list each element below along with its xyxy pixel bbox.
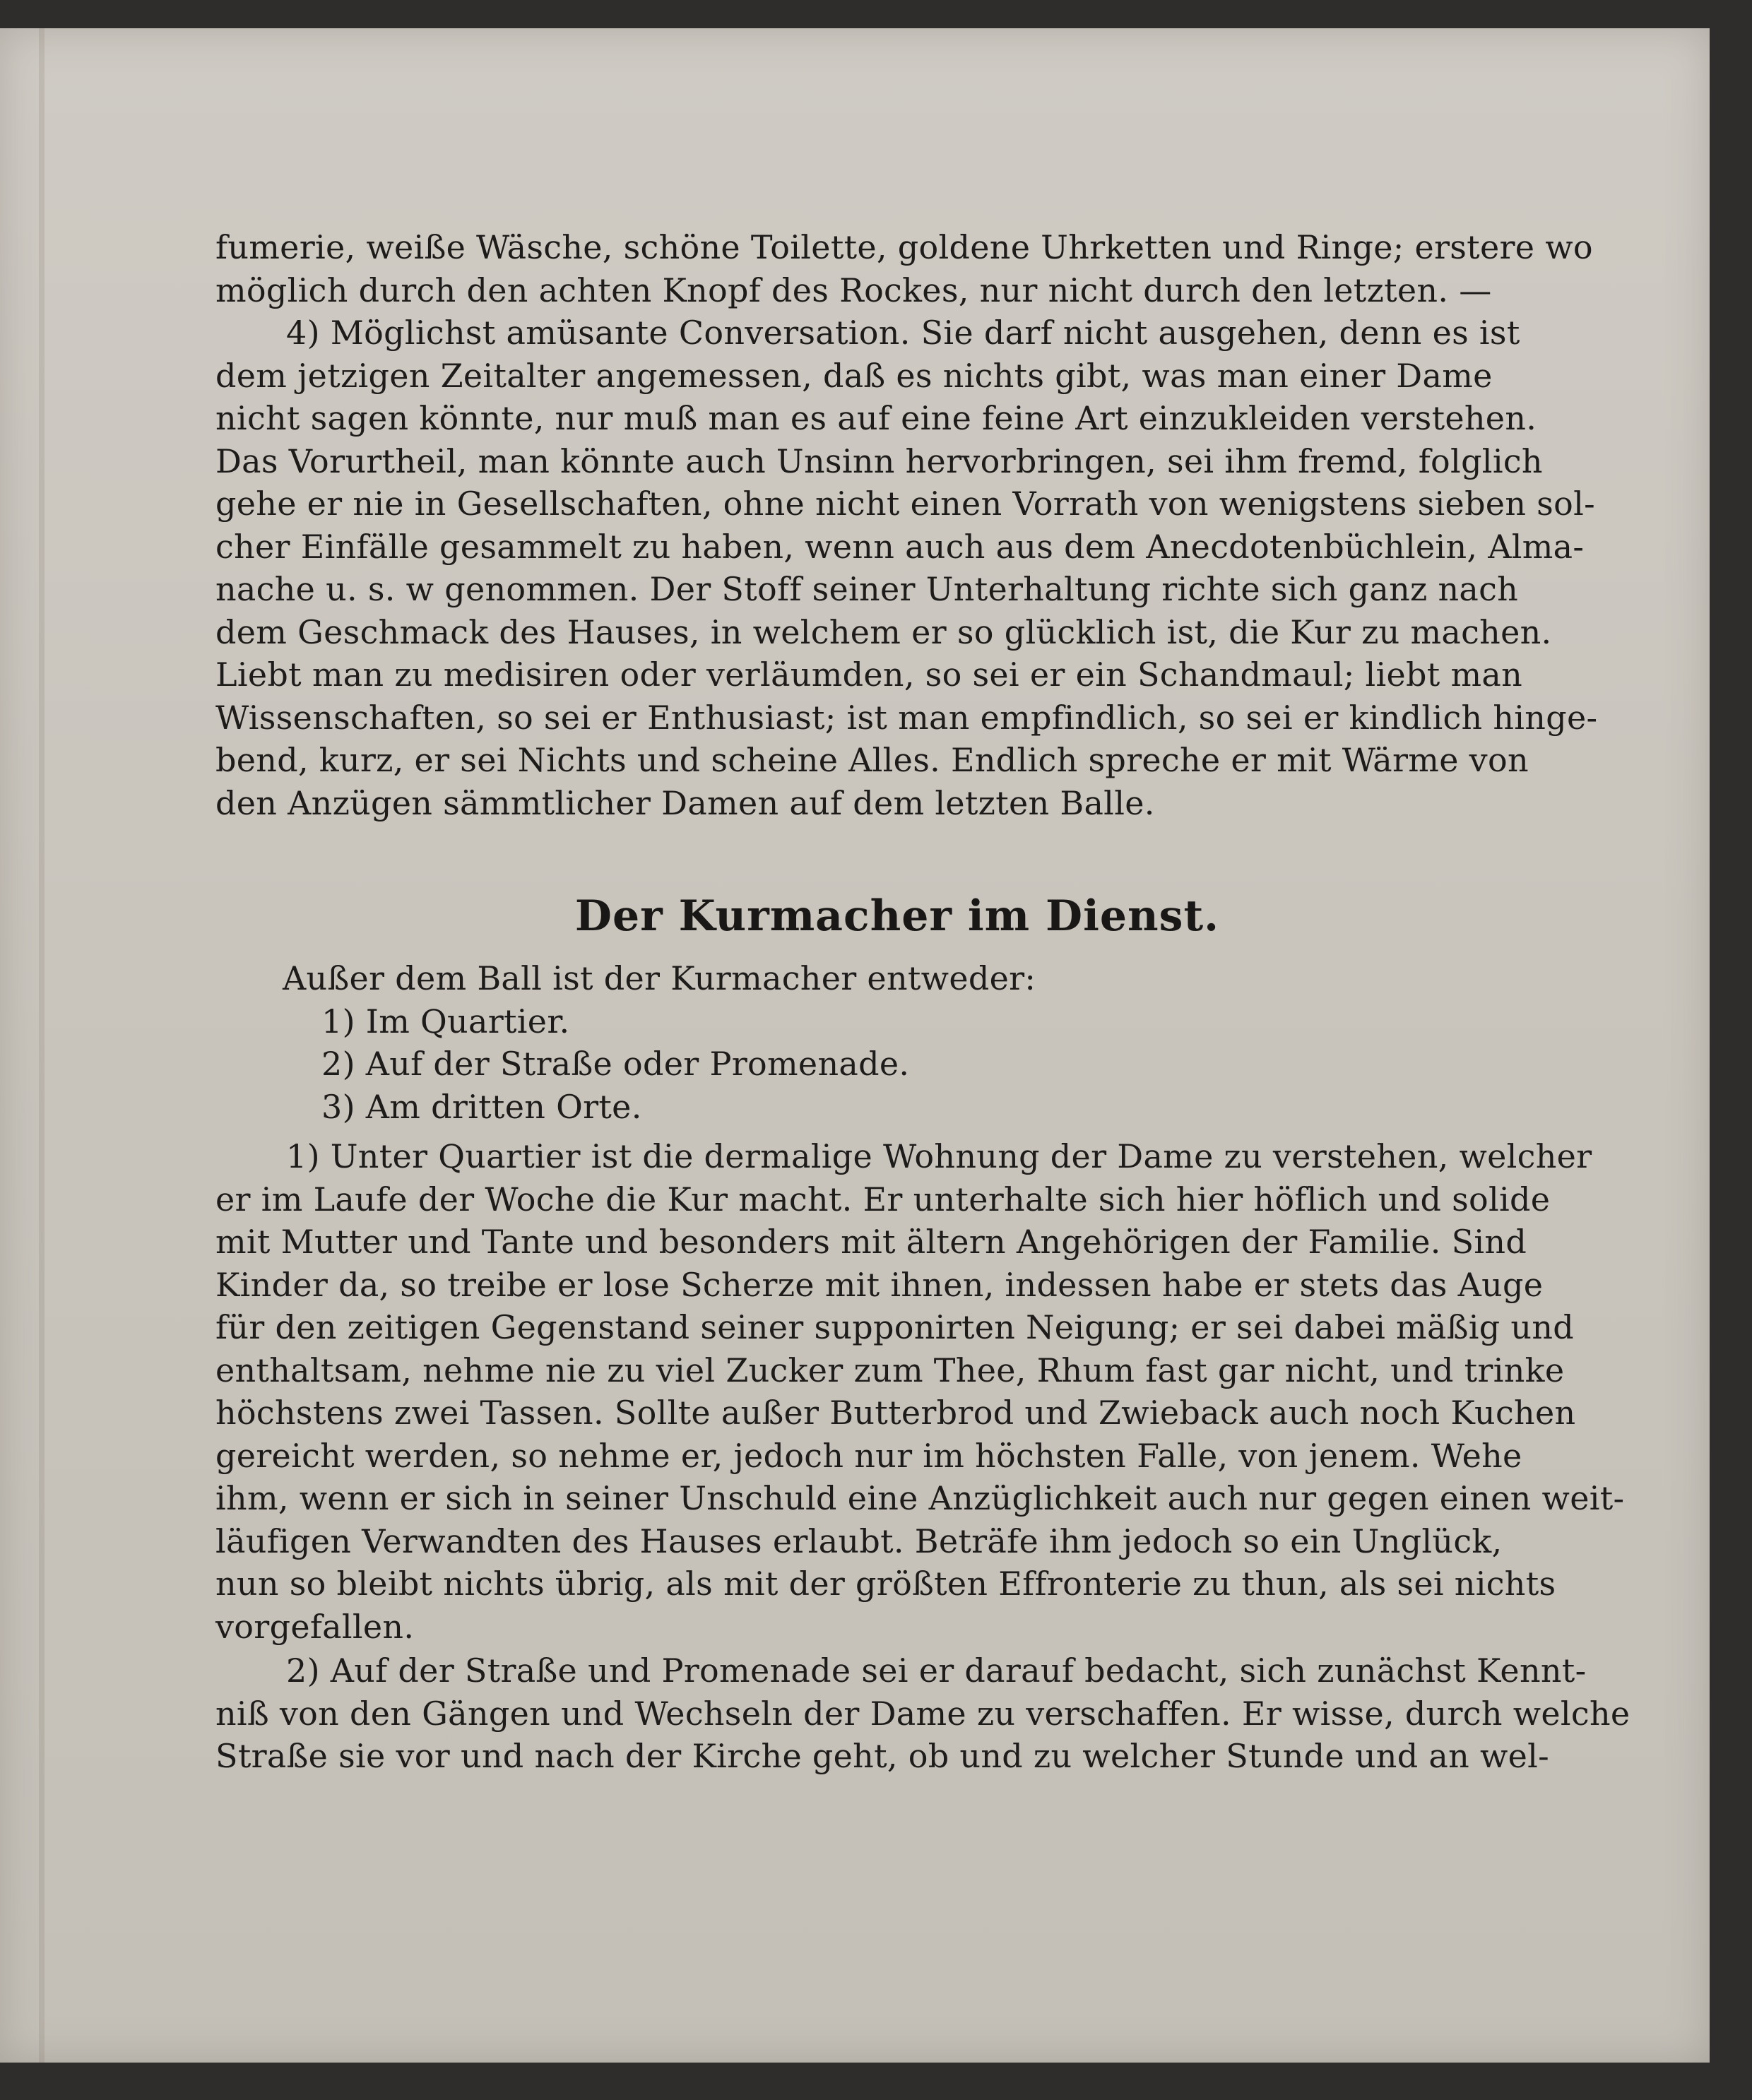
text-line: 1) Unter Quartier ist die dermalige Wohnung der Dame zu verstehen, welcher (286, 1137, 1592, 1175)
paragraph-promenade (215, 1649, 1630, 1778)
text-line: 2) Auf der Straße und Promenade sei er darauf bedacht, sich zunächst Kennt- (286, 1651, 1587, 1690)
list-item: 3) Am dritten Orte. (321, 1087, 642, 1126)
text-line: er im Laufe der Woche die Kur macht. Er unterhalte sich hier höflich und solide (215, 1180, 1551, 1218)
paragraph-quartier (215, 1135, 1625, 1648)
text-line: fumerie, weiße Wäsche, schöne Toilette, goldene Uhrketten und Ringe; erstere wo (215, 228, 1593, 266)
text-line: Das Vorurtheil, man könnte auch Unsinn hervorbringen, sei ihm fremd, folglich (215, 441, 1543, 480)
text-line: dem Geschmack des Hauses, in welchem er so glücklich ist, die Kur zu machen. (215, 612, 1552, 651)
text-line: Wissenschaften, so sei er Enthusiast; ist man empfindlich, so sei er kindlich hinge- (215, 698, 1598, 737)
text-line: den Anzügen sämmtlicher Damen auf dem letzten Balle. (215, 783, 1155, 822)
text-line: für den zeitigen Gegenstand seiner supponirten Neigung; er sei dabei mäßig und (215, 1308, 1575, 1346)
text-line: Kinder da, so treibe er lose Scherze mit ihnen, indessen habe er stets das Auge (215, 1265, 1544, 1304)
text-line: enthaltsam, nehme nie zu viel Zucker zum Thee, Rhum fast gar nicht, und trinke (215, 1351, 1565, 1389)
list-item: 1) Im Quartier. (321, 1002, 570, 1040)
text-line: höchstens zwei Tassen. Sollte außer Butterbrod und Zwieback auch noch Kuchen (215, 1394, 1576, 1432)
text-line: Liebt man zu medisiren oder verläumden, so sei er ein Schandmaul; liebt man (215, 655, 1523, 694)
text-line: nun so bleibt nichts übrig, als mit der größten Effronterie zu thun, als sei nichts (215, 1565, 1556, 1603)
text-line: 4) Möglichst amüsante Conversation. Sie darf nicht ausgehen, denn es ist (286, 314, 1520, 352)
text-line: nache u. s. w genommen. Der Stoff seiner Unterhaltung richte sich ganz nach (215, 570, 1519, 608)
text-line: mit Mutter und Tante und besonders mit ältern Angehörigen der Familie. Sind (215, 1223, 1527, 1261)
text-line: läufigen Verwandten des Hauses erlaubt. Beträfe ihm jedoch so ein Unglück, (215, 1521, 1503, 1560)
list-item: 2) Auf der Straße oder Promenade. (321, 1045, 910, 1083)
text-line: Außer dem Ball ist der Kurmacher entweder: (283, 959, 1036, 997)
text-line: gereicht werden, so nehme er, jedoch nur im höchsten Falle, von jenem. Wehe (215, 1436, 1522, 1475)
service-intro (215, 957, 1487, 1128)
text-line: ihm, wenn er sich in seiner Unschuld eine Anzüglichkeit auch nur gegen einen weit- (215, 1479, 1625, 1517)
text-line: möglich durch den achten Knopf des Rockes, nur nicht durch den letzten. — (215, 271, 1492, 309)
text-line: niß von den Gängen und Wechseln der Dame zu verschaffen. Er wisse, durch welche (215, 1694, 1630, 1733)
text-line: nicht sagen könnte, nur muß man es auf eine feine Art einzukleiden verstehen. (215, 399, 1537, 437)
paragraph-conversation (215, 226, 1598, 824)
text-line: gehe er nie in Gesellschaften, ohne nicht einen Vorrath von wenigstens sieben sol- (215, 485, 1595, 523)
section-heading: Der Kurmacher im Dienst. (574, 891, 1220, 941)
text-line: dem jetzigen Zeitalter angemessen, daß es nichts gibt, was man einer Dame (215, 356, 1493, 395)
text-line: bend, kurz, er sei Nichts und scheine Alles. Endlich spreche er mit Wärme von (215, 741, 1529, 779)
text-line: Straße sie vor und nach der Kirche geht, ob und zu welcher Stunde und an wel- (215, 1737, 1550, 1775)
text-line: vorgefallen. (215, 1607, 415, 1646)
text-line: cher Einfälle gesammelt zu haben, wenn auch aus dem Anecdotenbüchlein, Alma- (215, 527, 1585, 566)
